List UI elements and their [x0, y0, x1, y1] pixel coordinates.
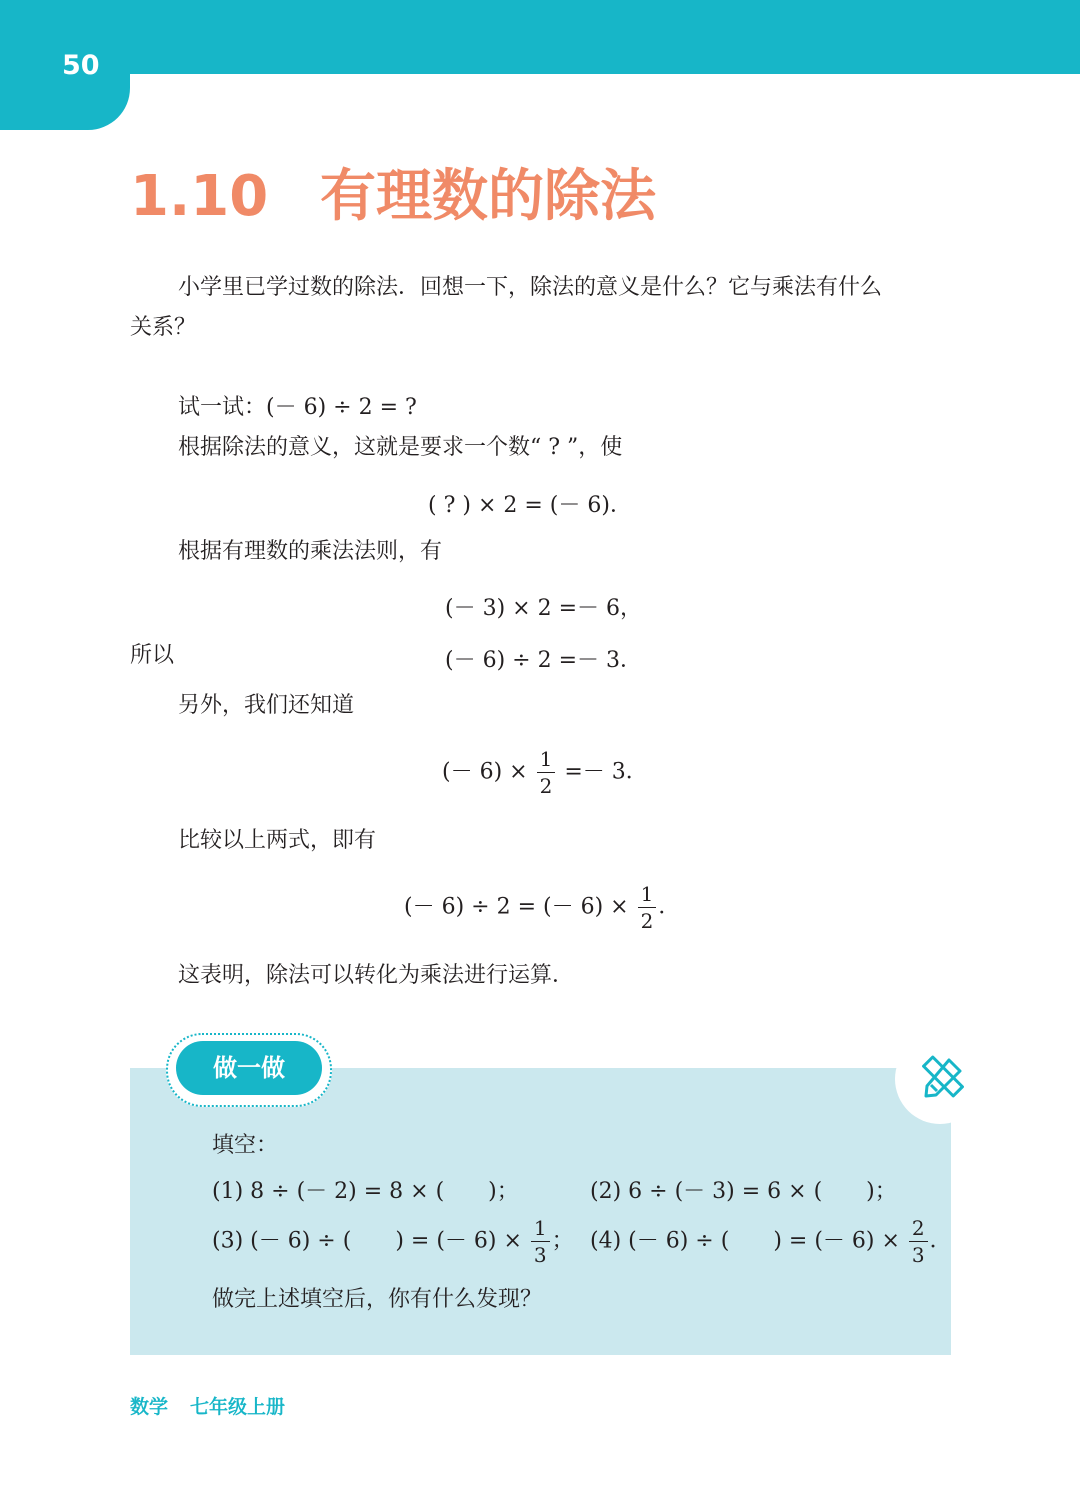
- equation-left: (－ 6) ÷ 2 = (－ 6) ×: [404, 894, 629, 920]
- question-2: (2) 6 ÷ (－ 3) = 6 × ( )；: [590, 1179, 897, 1204]
- numerator: 1: [531, 1215, 550, 1242]
- equation-unknown: ( ? ) × 2 = (－ 6)．: [428, 493, 632, 518]
- equation-right: =－ 3．: [564, 759, 648, 785]
- fraction-one-third: [531, 1215, 550, 1268]
- fill-blank-label: 填空：: [212, 1133, 279, 1158]
- pencil-ruler-icon: [918, 1052, 968, 1102]
- question-4-left: (4) (－ 6) ÷ ( ) = (－ 6) ×: [590, 1228, 900, 1254]
- multiplication-rule-line: 根据有理数的乘法法则，有: [178, 539, 443, 564]
- fraction-two-thirds: [909, 1215, 928, 1268]
- top-header-bar: [0, 0, 1080, 74]
- intro-line-1: 小学里已学过数的除法．回想一下，除法的意义是什么？它与乘法有什么: [178, 275, 883, 300]
- equation-right: ．: [658, 894, 681, 920]
- denominator: 2: [640, 909, 654, 933]
- footer-subject: 数学: [130, 1396, 169, 1418]
- activity-badge: 做一做: [176, 1041, 322, 1095]
- question-3-right: ；: [551, 1228, 574, 1254]
- question-1: (1) 8 ÷ (－ 2) = 8 × ( )；: [212, 1179, 519, 1204]
- denominator: 3: [533, 1243, 547, 1267]
- denominator: 2: [539, 774, 553, 798]
- numerator: 1: [638, 881, 657, 908]
- question-3: [212, 1215, 574, 1268]
- compare-line: 比较以上两式，即有: [178, 828, 377, 853]
- so-label: 所以: [130, 643, 175, 668]
- equation-product: (－ 3) × 2 =－ 6，: [445, 596, 642, 621]
- intro-line-2: 关系？: [130, 315, 197, 340]
- section-title-text: 有理数的除法: [320, 164, 656, 229]
- footer-book: 七年级上册: [190, 1396, 286, 1418]
- section-number: 1.10: [130, 164, 269, 229]
- numerator: 1: [537, 746, 556, 773]
- footer: [130, 1392, 285, 1419]
- try-it-line: 试一试：(－ 6) ÷ 2 = ?: [178, 395, 417, 420]
- question-3-left: (3) (－ 6) ÷ ( ) = (－ 6) ×: [212, 1228, 522, 1254]
- equation-left: (－ 6) ×: [442, 759, 528, 785]
- question-4-right: ．: [929, 1228, 952, 1254]
- equation-half-product: [442, 746, 648, 799]
- division-meaning-line: 根据除法的意义，这就是要求一个数“ ? ”，使: [178, 435, 623, 460]
- also-know-line: 另外，我们还知道: [178, 693, 355, 718]
- conclusion-line: 这表明，除法可以转化为乘法进行运算．: [178, 963, 575, 988]
- discovery-question: 做完上述填空后，你有什么发现？: [212, 1287, 543, 1312]
- question-4: [590, 1215, 952, 1268]
- page-number: 50: [62, 50, 100, 81]
- fraction-one-half: [537, 746, 556, 799]
- fraction-one-half: [638, 881, 657, 934]
- equation-comparison: [404, 881, 680, 934]
- denominator: 3: [911, 1243, 925, 1267]
- section-title: [130, 152, 656, 232]
- numerator: 2: [909, 1215, 928, 1242]
- equation-quotient: (－ 6) ÷ 2 =－ 3．: [445, 648, 642, 673]
